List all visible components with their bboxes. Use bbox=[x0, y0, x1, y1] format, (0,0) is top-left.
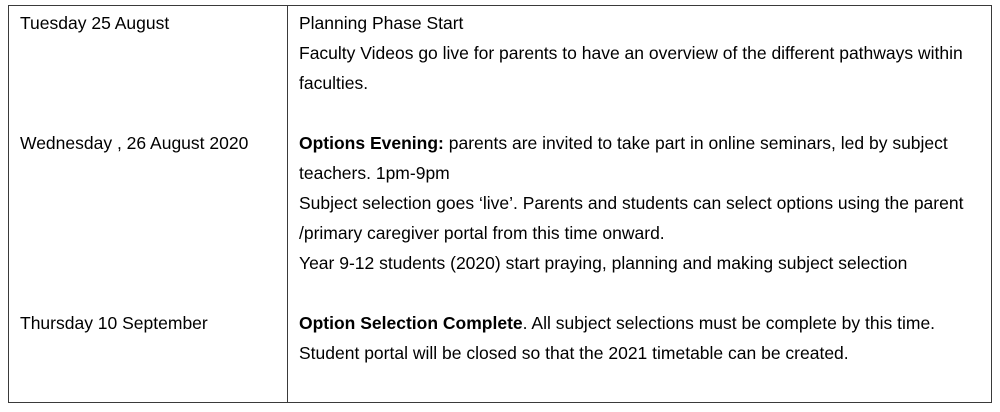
description-heading: Option Selection Complete bbox=[299, 313, 523, 333]
date-text: Wednesday , 26 August 2020 bbox=[20, 133, 249, 153]
description-line: Planning Phase Start bbox=[299, 13, 464, 33]
date-text: Thursday 10 September bbox=[20, 313, 208, 333]
description-line: Subject selection goes ‘live’. Parents and students can select options using the parent /primary caregiver portal from this time onward. bbox=[299, 193, 964, 243]
description-line: parents are invited to take part in online seminars, led by subject teachers. 1pm-9pm bbox=[299, 133, 948, 183]
date-cell bbox=[9, 6, 288, 403]
description-heading: Options Evening: bbox=[299, 133, 444, 153]
description-line: . All subject selections must be complete by this time. Student portal will be closed so that the 2021 timetable can be created. bbox=[299, 313, 936, 363]
date-text: Tuesday 25 August bbox=[20, 13, 170, 33]
description-line: Faculty Videos go live for parents to have an overview of the different pathways within faculties. bbox=[299, 43, 963, 93]
description-cell bbox=[288, 6, 992, 403]
spacer bbox=[299, 98, 981, 128]
description-line: Year 9-12 students (2020) start praying, planning and making subject selection bbox=[299, 253, 908, 273]
schedule-table bbox=[8, 5, 992, 403]
schedule-row bbox=[9, 6, 992, 403]
spacer bbox=[299, 278, 981, 308]
description-paragraph bbox=[299, 308, 981, 368]
description-paragraph bbox=[299, 128, 981, 188]
